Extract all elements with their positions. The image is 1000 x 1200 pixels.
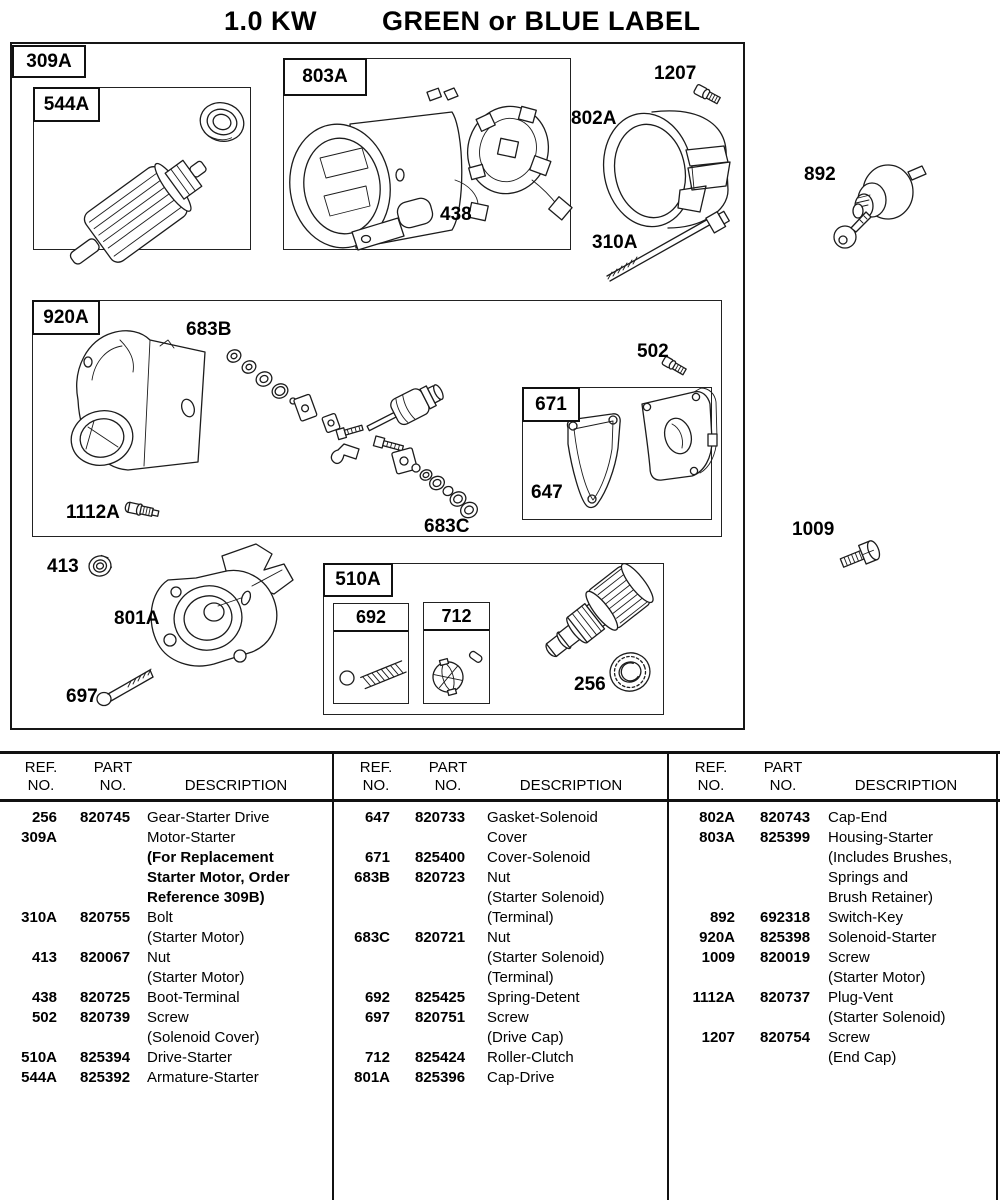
part-no: 825399	[760, 829, 811, 846]
group-box-692	[333, 603, 409, 704]
ref-no: 801A	[354, 1069, 390, 1086]
solenoid-starter-drawing	[65, 331, 205, 472]
callout-256: 256	[574, 674, 606, 695]
part-no: 820019	[760, 949, 811, 966]
page-title-kw: 1.0 KW	[224, 6, 318, 36]
description: Switch-Key	[828, 909, 904, 926]
description: Gear-Starter Drive	[147, 809, 270, 826]
table-column-3	[670, 751, 994, 1200]
ref-no: 892	[709, 909, 735, 926]
description: Armature-Starter	[147, 1069, 259, 1086]
callout-892: 892	[804, 164, 836, 185]
cap-drive-drawing	[151, 544, 293, 666]
callout-box-510A: 510A	[323, 563, 393, 597]
table-row	[0, 808, 331, 828]
page-title-label: GREEN or BLUE LABEL	[382, 6, 701, 36]
table-right-rule	[996, 751, 998, 1200]
description: Screw (Starter Motor)	[828, 949, 926, 986]
description: Nut (Starter Solenoid) (Terminal)	[487, 869, 605, 926]
part-no: 825396	[415, 1069, 466, 1086]
description: Nut (Starter Solenoid) (Terminal)	[487, 929, 605, 986]
table-row	[335, 868, 665, 928]
part-no: 825425	[415, 989, 466, 1006]
column-divider-1	[332, 751, 334, 1200]
ref-no: 692	[364, 989, 390, 1006]
callout-683B: 683B	[186, 319, 232, 340]
armature-drawing	[55, 141, 221, 285]
part-no: 825400	[415, 849, 466, 866]
table-row	[670, 928, 994, 948]
ref-no: 256	[31, 809, 57, 826]
bearing-drawing	[195, 97, 249, 147]
part-no: 825392	[80, 1069, 131, 1086]
ref-no: 502	[31, 1009, 57, 1026]
callout-697: 697	[66, 686, 98, 707]
table-row	[0, 908, 331, 948]
part-no: 825424	[415, 1049, 466, 1066]
part-no: 825398	[760, 929, 811, 946]
ref-no: 920A	[699, 929, 735, 946]
nut-683C-chain-drawing	[412, 464, 480, 520]
description: Nut (Starter Motor)	[147, 949, 245, 986]
callout-1112A: 1112A	[66, 502, 120, 523]
callout-box-671: 671	[522, 387, 580, 422]
solenoid-gasket-cover-drawing	[567, 388, 717, 507]
table-row	[335, 988, 665, 1008]
callout-413: 413	[47, 556, 79, 577]
callout-box-803A: 803A	[283, 58, 367, 96]
callout-box-920A: 920A	[32, 300, 100, 335]
description: Screw (End Cap)	[828, 1029, 897, 1066]
ref-no: 413	[31, 949, 57, 966]
description: Roller-Clutch	[487, 1049, 574, 1066]
table-row	[0, 1008, 331, 1048]
callout-683C: 683C	[424, 516, 470, 537]
group-box-712	[423, 602, 490, 704]
description: Cover-Solenoid	[487, 849, 591, 866]
part-no: 820733	[415, 809, 466, 826]
column-header: REF. NO. PART NO. DESCRIPTION	[694, 759, 958, 794]
table-row	[670, 1028, 994, 1068]
column-header: REF. NO. PART NO. DESCRIPTION	[359, 759, 623, 794]
callout-801A: 801A	[114, 608, 160, 629]
table-row	[0, 828, 331, 908]
ref-no: 1009	[701, 949, 735, 966]
callout-712: 712	[424, 603, 489, 631]
callout-1009: 1009	[792, 519, 835, 540]
ref-no: 712	[364, 1049, 390, 1066]
ref-no: 647	[364, 809, 390, 826]
ref-no: 309A	[21, 829, 57, 846]
part-no: 820737	[760, 989, 811, 1006]
screw-697-drawing	[97, 669, 153, 706]
screw-1009-drawing	[838, 539, 882, 572]
nut-683B-chain-drawing	[225, 348, 364, 464]
ref-no: 510A	[21, 1049, 57, 1066]
column-divider-2	[667, 751, 669, 1200]
column-header: REF. NO. PART NO. DESCRIPTION	[24, 759, 288, 794]
table-row	[0, 948, 331, 988]
starter-housing-drawing	[282, 88, 572, 254]
table-row	[0, 1068, 331, 1088]
ref-no: 310A	[21, 909, 57, 926]
description: Screw (Solenoid Cover)	[147, 1009, 260, 1046]
part-no: 820743	[760, 809, 811, 826]
table-column-2	[335, 751, 665, 1200]
description: Cap-End	[828, 809, 888, 826]
description: Boot-Terminal	[147, 989, 240, 1006]
part-no: 820755	[80, 909, 131, 926]
table-row	[335, 1048, 665, 1068]
callout-310A: 310A	[592, 232, 638, 253]
callout-1207: 1207	[654, 63, 697, 84]
part-no: 825394	[80, 1049, 131, 1066]
part-no: 820723	[415, 869, 466, 886]
ref-no: 438	[31, 989, 57, 1006]
ref-no: 802A	[699, 809, 735, 826]
description: Motor-Starter (For Replacement Starter Motor, Order Reference 309B)	[147, 829, 290, 906]
description: Gasket-Solenoid Cover	[487, 809, 598, 846]
description: Plug-Vent (Starter Solenoid)	[828, 989, 946, 1026]
ref-no: 671	[364, 849, 390, 866]
screw-1207-drawing	[693, 84, 721, 105]
callout-692: 692	[334, 604, 408, 632]
description: Bolt (Starter Motor)	[147, 909, 245, 946]
part-no	[57, 828, 147, 908]
description: Spring-Detent	[487, 989, 580, 1006]
description: Cap-Drive	[487, 1069, 555, 1086]
part-no: 820067	[80, 949, 131, 966]
table-row	[670, 948, 994, 988]
ref-no: 1207	[701, 1029, 735, 1046]
callout-502: 502	[637, 341, 669, 362]
ref-no: 1112A	[692, 989, 735, 1006]
part-no: 820739	[80, 1009, 131, 1026]
callout-438: 438	[440, 204, 472, 225]
part-no: 820745	[80, 809, 131, 826]
table-row	[335, 928, 665, 988]
ref-no: 544A	[21, 1069, 57, 1086]
description: Housing-Starter (Includes Brushes, Springs and Brush Retainer)	[828, 829, 953, 906]
table-row	[0, 1048, 331, 1068]
part-no: 820721	[415, 929, 466, 946]
callout-647: 647	[531, 482, 563, 503]
gear-256-drawing	[605, 647, 656, 696]
table-row	[670, 808, 994, 828]
description: Solenoid-Starter	[828, 929, 937, 946]
table-row	[0, 988, 331, 1008]
callout-box-544A: 544A	[33, 87, 100, 122]
part-no: 820754	[760, 1029, 811, 1046]
plunger-drawing	[362, 378, 448, 440]
parts-table	[0, 751, 1000, 1200]
callout-802A: 802A	[571, 108, 617, 129]
table-row	[335, 848, 665, 868]
table-row	[670, 828, 994, 908]
table-row	[335, 808, 665, 848]
ref-no: 803A	[699, 829, 735, 846]
part-no: 820751	[415, 1009, 466, 1026]
ref-no: 683B	[354, 869, 390, 886]
table-column-1	[0, 751, 331, 1200]
vent-plug-drawing	[124, 501, 159, 519]
part-no: 692318	[760, 909, 811, 926]
nut-413-drawing	[87, 553, 113, 578]
table-row	[335, 1008, 665, 1048]
key-switch-drawing	[834, 165, 926, 248]
description: Screw (Drive Cap)	[487, 1009, 564, 1046]
callout-box-309A: 309A	[12, 45, 86, 78]
ref-no: 697	[364, 1009, 390, 1026]
ref-no: 683C	[354, 929, 390, 946]
description: Drive-Starter	[147, 1049, 233, 1066]
table-row	[335, 1068, 665, 1088]
part-no: 820725	[80, 989, 131, 1006]
table-row	[670, 908, 994, 928]
table-row	[670, 988, 994, 1028]
